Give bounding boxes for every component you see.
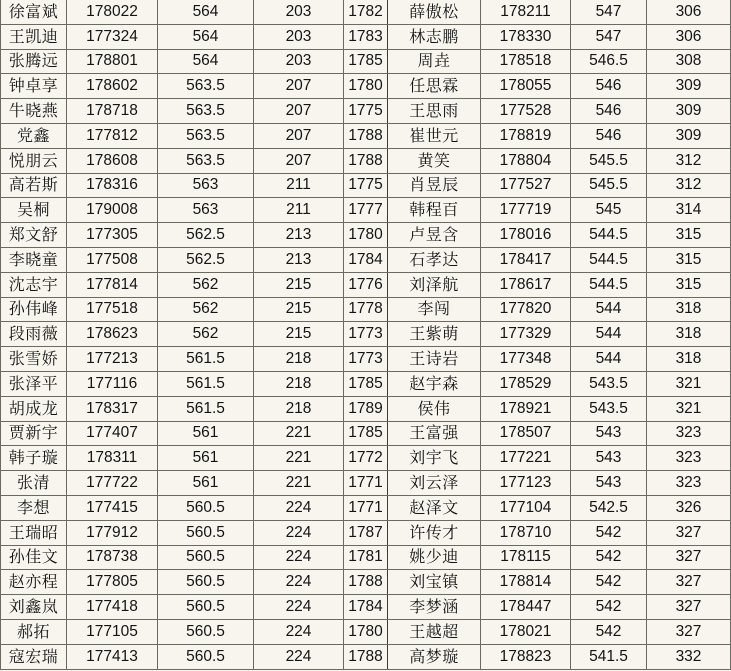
table-row bbox=[1, 322, 731, 347]
rank-cell: 215 bbox=[254, 297, 344, 322]
table-row bbox=[1, 421, 731, 446]
rank-cell: 211 bbox=[254, 173, 344, 198]
student-name-cell: 李想 bbox=[1, 495, 67, 520]
rank-cell: 327 bbox=[647, 570, 731, 595]
score-cell: 543.5 bbox=[571, 396, 647, 421]
rank-cell: 211 bbox=[254, 198, 344, 223]
student-id-cell: 178801 bbox=[67, 49, 158, 74]
student-id-cell: 177722 bbox=[67, 471, 158, 496]
student-id-cell: 177508 bbox=[67, 247, 158, 272]
score-cell: 560.5 bbox=[158, 570, 254, 595]
rank-cell: 327 bbox=[647, 520, 731, 545]
code-cell: 1780 bbox=[344, 74, 388, 99]
student-id-cell: 178602 bbox=[67, 74, 158, 99]
table-row bbox=[1, 24, 731, 49]
table-row bbox=[1, 272, 731, 297]
score-cell: 546 bbox=[571, 99, 647, 124]
code-cell: 1773 bbox=[344, 322, 388, 347]
student-name-cell: 胡成龙 bbox=[1, 396, 67, 421]
rank-cell: 224 bbox=[254, 644, 344, 669]
rank-cell: 326 bbox=[647, 495, 731, 520]
code-cell: 1788 bbox=[344, 123, 388, 148]
rank-cell: 318 bbox=[647, 347, 731, 372]
student-id-cell: 177105 bbox=[67, 619, 158, 644]
score-cell: 546 bbox=[571, 123, 647, 148]
student-name-cell: 段雨薇 bbox=[1, 322, 67, 347]
score-cell: 543 bbox=[571, 421, 647, 446]
student-name-cell: 钟卓享 bbox=[1, 74, 67, 99]
student-id-cell: 177305 bbox=[67, 223, 158, 248]
score-cell: 542.5 bbox=[571, 495, 647, 520]
score-cell: 560.5 bbox=[158, 619, 254, 644]
student-id-cell: 178417 bbox=[481, 247, 571, 272]
rank-cell: 306 bbox=[647, 24, 731, 49]
student-name-cell: 周垚 bbox=[388, 49, 481, 74]
rank-cell: 318 bbox=[647, 297, 731, 322]
rank-cell: 224 bbox=[254, 570, 344, 595]
rank-cell: 332 bbox=[647, 644, 731, 669]
score-cell: 560.5 bbox=[158, 545, 254, 570]
student-id-cell: 178211 bbox=[481, 0, 571, 24]
table-row bbox=[1, 74, 731, 99]
rank-cell: 312 bbox=[647, 148, 731, 173]
score-cell: 546 bbox=[571, 74, 647, 99]
student-name-cell: 徐富斌 bbox=[1, 0, 67, 24]
rank-cell: 213 bbox=[254, 247, 344, 272]
student-name-cell: 韩子璇 bbox=[1, 446, 67, 471]
rank-cell: 224 bbox=[254, 619, 344, 644]
code-cell: 1784 bbox=[344, 595, 388, 620]
student-name-cell: 卢昱含 bbox=[388, 223, 481, 248]
rank-cell: 327 bbox=[647, 595, 731, 620]
code-cell: 1787 bbox=[344, 520, 388, 545]
code-cell: 1788 bbox=[344, 570, 388, 595]
score-cell: 560.5 bbox=[158, 520, 254, 545]
score-cell: 561 bbox=[158, 471, 254, 496]
table-row bbox=[1, 446, 731, 471]
student-name-cell: 李闯 bbox=[388, 297, 481, 322]
student-name-cell: 张清 bbox=[1, 471, 67, 496]
student-id-cell: 178718 bbox=[67, 99, 158, 124]
table-row bbox=[1, 223, 731, 248]
student-id-cell: 177418 bbox=[67, 595, 158, 620]
student-id-cell: 178447 bbox=[481, 595, 571, 620]
student-id-cell: 177413 bbox=[67, 644, 158, 669]
rank-cell: 224 bbox=[254, 520, 344, 545]
table-row bbox=[1, 644, 731, 669]
table-row bbox=[1, 595, 731, 620]
student-id-cell: 178316 bbox=[67, 173, 158, 198]
student-name-cell: 崔世元 bbox=[388, 123, 481, 148]
student-id-cell: 179008 bbox=[67, 198, 158, 223]
table-row bbox=[1, 297, 731, 322]
student-id-cell: 178804 bbox=[481, 148, 571, 173]
score-cell: 544 bbox=[571, 297, 647, 322]
table-row bbox=[1, 371, 731, 396]
code-cell: 1775 bbox=[344, 99, 388, 124]
student-name-cell: 沈志宇 bbox=[1, 272, 67, 297]
code-cell: 1780 bbox=[344, 223, 388, 248]
code-cell: 1785 bbox=[344, 49, 388, 74]
score-cell: 543 bbox=[571, 471, 647, 496]
score-cell: 563 bbox=[158, 173, 254, 198]
score-cell: 546.5 bbox=[571, 49, 647, 74]
student-name-cell: 郑文舒 bbox=[1, 223, 67, 248]
student-id-cell: 178710 bbox=[481, 520, 571, 545]
rank-cell: 306 bbox=[647, 0, 731, 24]
rank-cell: 224 bbox=[254, 545, 344, 570]
table-row bbox=[1, 247, 731, 272]
rank-cell: 323 bbox=[647, 471, 731, 496]
student-name-cell: 贾新宇 bbox=[1, 421, 67, 446]
table-row bbox=[1, 99, 731, 124]
student-name-cell: 刘云泽 bbox=[388, 471, 481, 496]
student-name-cell: 王越超 bbox=[388, 619, 481, 644]
student-name-cell: 赵亦程 bbox=[1, 570, 67, 595]
table-row bbox=[1, 347, 731, 372]
rank-cell: 218 bbox=[254, 347, 344, 372]
student-name-cell: 刘宇飞 bbox=[388, 446, 481, 471]
table-row bbox=[1, 0, 731, 24]
code-cell: 1782 bbox=[344, 0, 388, 24]
table-row bbox=[1, 123, 731, 148]
code-cell: 1778 bbox=[344, 297, 388, 322]
score-cell: 562 bbox=[158, 322, 254, 347]
student-id-cell: 177407 bbox=[67, 421, 158, 446]
student-name-cell: 韩程百 bbox=[388, 198, 481, 223]
student-id-cell: 177820 bbox=[481, 297, 571, 322]
student-name-cell: 姚少迪 bbox=[388, 545, 481, 570]
table-row bbox=[1, 49, 731, 74]
student-id-cell: 177518 bbox=[67, 297, 158, 322]
score-cell: 562.5 bbox=[158, 223, 254, 248]
score-cell: 542 bbox=[571, 595, 647, 620]
code-cell: 1777 bbox=[344, 198, 388, 223]
student-name-cell: 任思霖 bbox=[388, 74, 481, 99]
student-id-cell: 178738 bbox=[67, 545, 158, 570]
student-name-cell: 黄笑 bbox=[388, 148, 481, 173]
rank-cell: 207 bbox=[254, 74, 344, 99]
student-id-cell: 177814 bbox=[67, 272, 158, 297]
table-row bbox=[1, 545, 731, 570]
student-id-cell: 177221 bbox=[481, 446, 571, 471]
student-id-cell: 178507 bbox=[481, 421, 571, 446]
rank-cell: 309 bbox=[647, 74, 731, 99]
student-id-cell: 178016 bbox=[481, 223, 571, 248]
score-cell: 544.5 bbox=[571, 247, 647, 272]
score-cell: 543 bbox=[571, 446, 647, 471]
student-name-cell: 吴桐 bbox=[1, 198, 67, 223]
rank-cell: 213 bbox=[254, 223, 344, 248]
table-row bbox=[1, 520, 731, 545]
table-row bbox=[1, 173, 731, 198]
score-cell: 563.5 bbox=[158, 148, 254, 173]
rank-cell: 221 bbox=[254, 446, 344, 471]
code-cell: 1773 bbox=[344, 347, 388, 372]
student-name-cell: 党鑫 bbox=[1, 123, 67, 148]
student-id-cell: 177415 bbox=[67, 495, 158, 520]
table-body bbox=[1, 0, 731, 669]
table-row bbox=[1, 495, 731, 520]
student-name-cell: 李晓童 bbox=[1, 247, 67, 272]
rank-cell: 323 bbox=[647, 421, 731, 446]
student-id-cell: 178617 bbox=[481, 272, 571, 297]
code-cell: 1785 bbox=[344, 421, 388, 446]
student-name-cell: 寇宏瑞 bbox=[1, 644, 67, 669]
rank-cell: 321 bbox=[647, 396, 731, 421]
code-cell: 1788 bbox=[344, 644, 388, 669]
table-row bbox=[1, 148, 731, 173]
table-row bbox=[1, 198, 731, 223]
student-name-cell: 林志鹏 bbox=[388, 24, 481, 49]
code-cell: 1783 bbox=[344, 24, 388, 49]
rank-cell: 309 bbox=[647, 99, 731, 124]
student-name-cell: 石孝达 bbox=[388, 247, 481, 272]
score-cell: 560.5 bbox=[158, 495, 254, 520]
student-id-cell: 177805 bbox=[67, 570, 158, 595]
score-cell: 543.5 bbox=[571, 371, 647, 396]
code-cell: 1775 bbox=[344, 173, 388, 198]
rank-cell: 221 bbox=[254, 471, 344, 496]
score-cell: 561.5 bbox=[158, 396, 254, 421]
score-cell: 545 bbox=[571, 198, 647, 223]
student-id-cell: 177104 bbox=[481, 495, 571, 520]
score-cell: 542 bbox=[571, 619, 647, 644]
score-cell: 547 bbox=[571, 24, 647, 49]
rank-cell: 312 bbox=[647, 173, 731, 198]
student-name-cell: 牛晓燕 bbox=[1, 99, 67, 124]
student-id-cell: 178819 bbox=[481, 123, 571, 148]
score-cell: 544.5 bbox=[571, 223, 647, 248]
student-id-cell: 178823 bbox=[481, 644, 571, 669]
student-name-cell: 张泽平 bbox=[1, 371, 67, 396]
student-name-cell: 刘泽航 bbox=[388, 272, 481, 297]
student-id-cell: 178115 bbox=[481, 545, 571, 570]
table-row bbox=[1, 471, 731, 496]
score-cell: 562.5 bbox=[158, 247, 254, 272]
student-id-cell: 177719 bbox=[481, 198, 571, 223]
student-name-cell: 刘宝镇 bbox=[388, 570, 481, 595]
score-cell: 564 bbox=[158, 24, 254, 49]
rank-cell: 203 bbox=[254, 24, 344, 49]
student-id-cell: 178317 bbox=[67, 396, 158, 421]
code-cell: 1771 bbox=[344, 495, 388, 520]
score-cell: 544 bbox=[571, 347, 647, 372]
student-id-cell: 177213 bbox=[67, 347, 158, 372]
student-id-cell: 178022 bbox=[67, 0, 158, 24]
rank-cell: 207 bbox=[254, 123, 344, 148]
student-name-cell: 高若斯 bbox=[1, 173, 67, 198]
code-cell: 1772 bbox=[344, 446, 388, 471]
code-cell: 1788 bbox=[344, 148, 388, 173]
student-name-cell: 悦朋云 bbox=[1, 148, 67, 173]
score-cell: 561.5 bbox=[158, 347, 254, 372]
student-name-cell: 高梦璇 bbox=[388, 644, 481, 669]
score-cell: 545.5 bbox=[571, 148, 647, 173]
rank-cell: 218 bbox=[254, 371, 344, 396]
student-name-cell: 王凯迪 bbox=[1, 24, 67, 49]
student-id-cell: 177348 bbox=[481, 347, 571, 372]
student-name-cell: 肖昱辰 bbox=[388, 173, 481, 198]
student-name-cell: 赵泽文 bbox=[388, 495, 481, 520]
rank-cell: 327 bbox=[647, 545, 731, 570]
student-name-cell: 孙伟峰 bbox=[1, 297, 67, 322]
rank-cell: 221 bbox=[254, 421, 344, 446]
student-name-cell: 张雪娇 bbox=[1, 347, 67, 372]
student-name-cell: 刘鑫岚 bbox=[1, 595, 67, 620]
rank-cell: 315 bbox=[647, 247, 731, 272]
student-id-cell: 178330 bbox=[481, 24, 571, 49]
student-id-cell: 177329 bbox=[481, 322, 571, 347]
code-cell: 1780 bbox=[344, 619, 388, 644]
code-cell: 1785 bbox=[344, 371, 388, 396]
score-cell: 561 bbox=[158, 421, 254, 446]
score-cell: 544 bbox=[571, 322, 647, 347]
rank-cell: 318 bbox=[647, 322, 731, 347]
score-cell: 561 bbox=[158, 446, 254, 471]
rank-cell: 203 bbox=[254, 0, 344, 24]
student-id-cell: 178608 bbox=[67, 148, 158, 173]
score-cell: 542 bbox=[571, 520, 647, 545]
student-name-cell: 薛傲松 bbox=[388, 0, 481, 24]
table-row bbox=[1, 396, 731, 421]
rank-cell: 315 bbox=[647, 272, 731, 297]
student-name-cell: 王瑞昭 bbox=[1, 520, 67, 545]
rank-cell: 314 bbox=[647, 198, 731, 223]
student-id-cell: 177324 bbox=[67, 24, 158, 49]
student-id-cell: 178518 bbox=[481, 49, 571, 74]
rank-cell: 327 bbox=[647, 619, 731, 644]
code-cell: 1771 bbox=[344, 471, 388, 496]
student-name-cell: 赵宇森 bbox=[388, 371, 481, 396]
score-cell: 563.5 bbox=[158, 99, 254, 124]
rank-cell: 218 bbox=[254, 396, 344, 421]
student-id-cell: 177527 bbox=[481, 173, 571, 198]
student-id-cell: 178055 bbox=[481, 74, 571, 99]
table-row bbox=[1, 619, 731, 644]
student-id-cell: 177116 bbox=[67, 371, 158, 396]
score-cell: 547 bbox=[571, 0, 647, 24]
score-cell: 562 bbox=[158, 272, 254, 297]
rank-cell: 203 bbox=[254, 49, 344, 74]
student-name-cell: 王思雨 bbox=[388, 99, 481, 124]
student-id-cell: 178623 bbox=[67, 322, 158, 347]
code-cell: 1781 bbox=[344, 545, 388, 570]
student-name-cell: 侯伟 bbox=[388, 396, 481, 421]
student-id-cell: 177812 bbox=[67, 123, 158, 148]
student-name-cell: 王诗岩 bbox=[388, 347, 481, 372]
student-id-cell: 177912 bbox=[67, 520, 158, 545]
rank-cell: 207 bbox=[254, 99, 344, 124]
score-cell: 542 bbox=[571, 545, 647, 570]
student-name-cell: 李梦涵 bbox=[388, 595, 481, 620]
rank-cell: 308 bbox=[647, 49, 731, 74]
student-id-cell: 178921 bbox=[481, 396, 571, 421]
table-row bbox=[1, 570, 731, 595]
rank-cell: 215 bbox=[254, 272, 344, 297]
student-name-cell: 郝拓 bbox=[1, 619, 67, 644]
rank-cell: 321 bbox=[647, 371, 731, 396]
score-cell: 545.5 bbox=[571, 173, 647, 198]
score-cell: 564 bbox=[158, 0, 254, 24]
score-cell: 564 bbox=[158, 49, 254, 74]
student-id-cell: 177123 bbox=[481, 471, 571, 496]
rank-cell: 224 bbox=[254, 595, 344, 620]
code-cell: 1789 bbox=[344, 396, 388, 421]
student-name-cell: 张腾远 bbox=[1, 49, 67, 74]
student-id-cell: 178311 bbox=[67, 446, 158, 471]
student-name-cell: 许传才 bbox=[388, 520, 481, 545]
rank-cell: 207 bbox=[254, 148, 344, 173]
student-name-cell: 孙佳文 bbox=[1, 545, 67, 570]
student-name-cell: 王富强 bbox=[388, 421, 481, 446]
score-cell: 563.5 bbox=[158, 74, 254, 99]
student-id-cell: 178021 bbox=[481, 619, 571, 644]
student-id-cell: 177528 bbox=[481, 99, 571, 124]
student-id-cell: 178814 bbox=[481, 570, 571, 595]
score-cell: 560.5 bbox=[158, 644, 254, 669]
rank-cell: 323 bbox=[647, 446, 731, 471]
rank-cell: 215 bbox=[254, 322, 344, 347]
score-cell: 544.5 bbox=[571, 272, 647, 297]
score-cell: 562 bbox=[158, 297, 254, 322]
score-cell: 560.5 bbox=[158, 595, 254, 620]
code-cell: 1776 bbox=[344, 272, 388, 297]
score-cell: 542 bbox=[571, 570, 647, 595]
rank-cell: 315 bbox=[647, 223, 731, 248]
score-cell: 563 bbox=[158, 198, 254, 223]
score-cell: 561.5 bbox=[158, 371, 254, 396]
student-name-cell: 王紫萌 bbox=[388, 322, 481, 347]
rank-cell: 309 bbox=[647, 123, 731, 148]
score-cell: 541.5 bbox=[571, 644, 647, 669]
student-id-cell: 178529 bbox=[481, 371, 571, 396]
code-cell: 1784 bbox=[344, 247, 388, 272]
score-cell: 563.5 bbox=[158, 123, 254, 148]
rank-cell: 224 bbox=[254, 495, 344, 520]
